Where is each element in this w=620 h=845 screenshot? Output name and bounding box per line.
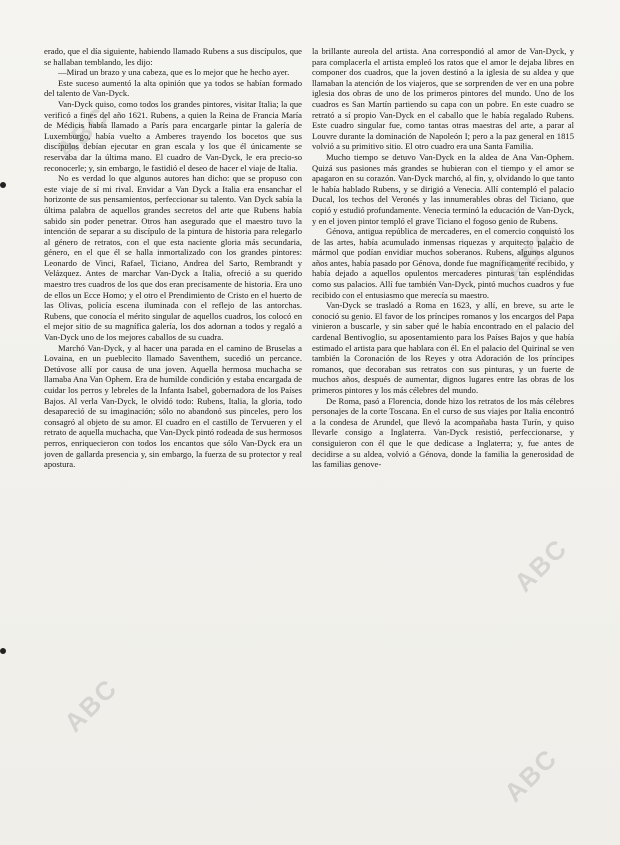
paragraph: No es verdad lo que algunos autores han dicho: que se propuso con este viaje de sí mi rival. Envidar a Van Dyck a Italia era ensanchar el horizonte de sus pensamientos, perfeccionar su talento. Van Dyck sabía la última palabra de aquellos grandes secretos del arte que Rubens había sabido sin poder penetrar. Otros han asegurado que el maestro tuvo la intención de separar a su discípulo de la pintura de historia para relegarlo al género de retratos, con el que esta naciente gloria más secundaria, género, en el que él se halla inmortalizado con los grandes pintores: Leonardo de Vinci, Rafael, Ticiano, Andrea del Sarto, Rembrandt y Velázquez. Antes de marchar Van-Dyck a Italia, ofreció a su querido maestro tres cuadros de los que dos eran precisamente de historia. Era uno de ellos un Ecce Homo; y el otro el Prendimiento de Cristo en el huerto de las Olivas, policía escena iluminada con el reflejo de las antorchas. Rubens, que conocía el mérito singular de aquellos cuadros, los colocó en el mejor sitio de su magnífica galería, los dos adornan a todos y regaló a Van-Dyck uno de los mejores caballos de su cuadra.: [44, 173, 302, 343]
binding-hole: [0, 648, 6, 654]
paragraph: Génova, antigua república de mercaderes, en el comercio conquistó los de las artes, había acumulado inmensas riquezas y arquitecto palacio de mármol que podían envidiar muchos soberanos. Rubens, algunos algunos años antes, había pasado por Génova, donde fue magníficamente recibido, y había dejado a aquellos opulentos mercaderes pinturas tan espléndidas como sus palacios. Allí fue también Van-Dyck, pintó muchos cuadros y fue recibido con el entusiasmo que merecía su maestro.: [312, 226, 574, 300]
paragraph: erado, que el día siguiente, habiendo llamado Rubens a sus discípulos, que se hallaban temblando, les dijo:: [44, 46, 302, 67]
watermark: ABC: [50, 100, 116, 166]
paragraph: Van-Dyck quiso, como todos los grandes pintores, visitar Italia; la que verificó a fines del año 1621. Rubens, a quien la Reina de Francia María de Médicis había llamado a París para encargarle pintar la galería de Luxemburgo, había vuelto a Amberes trayendo los bocetos que sus discípulos debían ejecutar en gran escala y los que él únicamente se reservaba dar la última mano. El cuadro de Van-Dyck, le era precio-so reconocerle; y, sin embargo, le fastidió el deseo de hacer el viaje de Italia.: [44, 98, 302, 173]
right-column: [312, 46, 574, 836]
paragraph: Van-Dyck se trasladó a Roma en 1623, y allí, en breve, su arte le conoció su genio. El favor de los príncipes romanos y los encargos del Papa vinieron a buscarle, y sin saber qué le había encontrado en el palacio del cardenal Bentivoglio, su aposentamiento para los Países Bajos y que había estimado el artista para que hablara con él. En el palacio del Quirinal se ven también la Coronación de los Reyes y otra Adoración de los príncipes romanos, que decoraban sus retratos con sus pinturas, y un fuerte de muchos años, después de aumentar, dignos lugares entre las obras de los primeros pintores y los más célebres del mundo.: [312, 300, 574, 395]
watermark: ABC: [508, 532, 574, 598]
paragraph: Mucho tiempo se detuvo Van-Dyck en la aldea de Ana Van-Ophem. Quizá sus pasiones más grandes se hubieran con el tiempo y el amor se apagaron en su corazón. Van-Dyck marchó, al fin, y, olvidando lo que tanto le había hablado Rubens, y se dirigió a Venecia. Allí contempló el palacio Ducal, los techos del Veronés y las innumerables obras del Ticiano, que copió y estudió profundamente. Venecia terminó la educación de Van-Dyck, y en el joven pintor templó el grave Ticiano el fogoso genio de Rubens.: [312, 151, 574, 226]
left-column: [44, 46, 302, 836]
paragraph: la brillante aureola del artista. Ana correspondió al amor de Van-Dyck, y para complacerla el artista empleó los ratos que el amor le dejaba libres en componer dos cuadros, que la joven destinó a la iglesia de su aldea y que llamaban la atención de los viajeros, que se sorprenden de ver en una pobre iglesia dos obras de uno de los primeros pintores del mundo. Uno de los cuadros es San Martín partiendo su capa con un pobre. En este cuadro se retrató a sí propio Van-Dyck en el caballo que le había regalado Rubens. Este cuadro singular fue, como tantas otras maestras del arte, a parar al Louvre durante la dominación de Napoleón I; pero a la paz general en 1815 volvió a su primitivo sitio. El otro cuadro era una Santa Familia.: [312, 46, 574, 152]
watermark: ABC: [58, 672, 124, 738]
paragraph: Marchó Van-Dyck, y al hacer una parada en el camino de Bruselas a Lovaina, en un pueblecito llamado Saventhem, sucedió un percance. Detúvose allí por causa de una joven. Aquella hermosa muchacha se llamaba Ana Van Ophem. Era de humilde condición y estaba encargada de cuidar los perros y lebreles de la Infanta Isabel, gobernadora de los Países Bajos. Al verla Van-Dyck, le olvidó todo: Rubens, Italia, la gloria, todo desapareció de su imaginación; sólo no abandonó sus pinceles, pero los consagró al objeto de su amor. El cuadro en el castillo de Tervueren y el retrato de aquella muchacha, que Van-Dyck pintó rodeada de sus hermosos perros, enriquecieron con todos los encantos que sólo Van-Dyck era un joven de gallarda presencia y, sin embargo, la fuerza de su protector y real apostura.: [44, 342, 302, 470]
watermark: ABC: [498, 220, 564, 286]
binding-hole: [0, 182, 6, 188]
paragraph: De Roma, pasó a Florencia, donde hizo los retratos de los más célebres personajes de la corte Toscana. En el curso de sus viajes por Italia encontró a la condesa de Arundel, que llevó la acompañaba hasta Turín, y quiso llevarle consigo a Inglaterra. Van-Dyck resistió, perfeccionarse, y consiguieron con él que le que dedicase a Inglaterra; y, fue antes de decidirse a su aldea, volvió a Génova, donde la familia la generosidad de las familias genove-: [312, 395, 574, 470]
paragraph: Este suceso aumentó la alta opinión que ya todos se habían formado del talento de Van-Dyck.: [44, 77, 302, 99]
watermark: ABC: [498, 742, 564, 808]
paragraph: —Mirad un brazo y una cabeza, que es lo mejor que he hecho ayer.: [58, 67, 290, 78]
